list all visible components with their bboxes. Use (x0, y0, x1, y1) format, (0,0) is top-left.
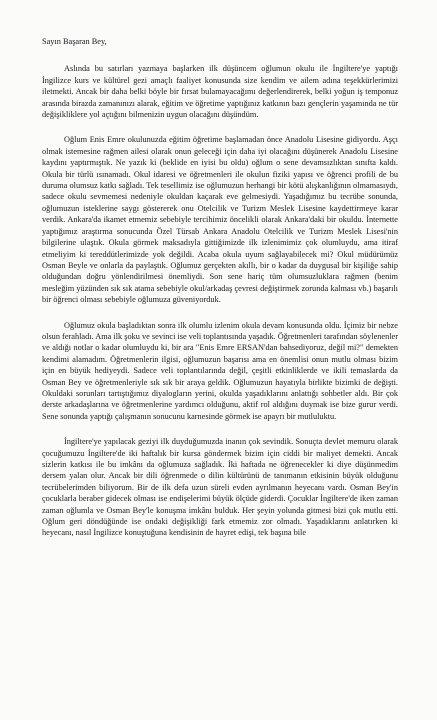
paragraph-4: İngiltere'ye yapılacak geziyi ilk duyduğumuzda inanın çok sevindik. Sonuçta devlet memuru olarak çocuğumuzu İngiltere'de iki haftalık bir kursa göndermek bizim için ciddi bir maliyet demekti. Ancak sizlerin katkısı ile bu imkânı da oğlumuza sağladık. İki haftada ne öğrenecekler ki diye düşünmedim dersem yalan olur. Ancak bir dili öğrenmede o dilin kültürünü de tanımanın etkisinin büyük olduğunu tecrübelerimden biliyorum. Bir de ilk defa uzun süreli evden ayrılmanın heyecanı vardı. Osman Bey'in çocuklarla beraber gidecek olması ise endişelerimi büyük ölçüde giderdi. Çocuklar İngiltere'de iken zaman zaman oğlumla ve Osman Bey'le konuşma imkânı bulduk. Her şeyin yolunda gitmesi bizi çok mutlu etti. Oğlum geri döndüğünde ise ondaki değişikliği fark etmemiz zor olmadı. Yaşadıklarını anlatırken ki heyecanı, nasıl İngilizce konuştuğuna kendisinin de hayret edişi, tek başına bile (42, 437, 398, 538)
letter-body (42, 36, 398, 553)
paragraph-3: Oğlumuz okula başladıktan sonra ilk olumlu izlenim okula devam konusunda oldu. İçimiz bir nebze olsun ferahladı. Ama ilk şoku ve sevinci ise veli toplantısında yaşadık. Öğretmenleri tarafından söylenenler ve aldığı notlar o kadar olumluydu ki, bir ara "Enis Emre ERSAN'dan bahsediyoruz, değil mi?" demekten kendimi alamadım. Öğretmenlerin ilgisi, oğlumuzun başarısı ama en önemlisi onun mutlu olması bizim için en büyük hediyeydi. Sadece veli toplantılarında değil, çeşitli etkinliklerde ve ikili temaslarda da Osman Bey ve öğretmenleriyle sık sık bir araya geldik. Oğlumuzun hayatıyla birlikte bizimki de değişti. Okuldaki sorunları tartıştığımız diyalogların yerini, okulda yaşadıklarını anlattığı sohbetler aldı. Bir çok derste arkadaşlarına ve öğretmenlerine yardımcı olduğunu, aktif rol aldığını duymak ise bize gurur verdi. Sene sonunda yaptığı çalışmanın sonucunu karnesinde görmek ise apayrı bir mutluluktu. (42, 320, 398, 421)
paragraph-1: Aslında bu satırları yazmaya başlarken ilk düşüncem oğlumun okulu ile İngiltere'ye yaptığı İngilizce kurs ve kültürel gezi amaçlı faaliyet konusunda size kendim ve ailem adına teşekkürlerimizi iletmekti. Ancak bir daha belki böyle bir fırsat bulamayacağımı değerlendirerek, belki yoğun iş temponuz arasında birazda zamanınızı alarak, eğitim ve öğretime yaptığınız katkının bazı gençlerin yaşamında ne tür değişikliklere yol açtığını bilmenizin uygun olacağını düşündüm. (42, 64, 398, 120)
paragraph-2: Oğlum Enis Emre okulunuzda eğitim öğretime başlamadan önce Anadolu Lisesine gidiyordu. Aşçı olmak istemesine rağmen ailesi olarak onun geleceği için daha iyi olacağını düşünerek Anadolu Lisesine kaydını yaptırmıştık. Ne yazık ki (beklide en iyisi bu oldu) oğlum o sene devamsızlıktan sınıfta kaldı. Okula bir türlü ısınamadı. Okul idaresi ve öğretmenleri ile okulun fiziki yapısı ve öğrenci profili de bu duruma olumsuz katkı sağladı. Tek tesellimiz ise oğlumuzun herhangi bir kötü alışkanlığının olmamasıydı, sadece okulu sevmemesi nedeniyle okuldan kaçarak eve gelmesiydi. Yaşadığımız bu tecrübe sonunda, oğlumuzun isteklerine saygı göstererek onu Otelcilik ve Turizm Meslek Lisesine kaydettirmeye karar verdik. Ankara'da ikamet etmemiz sebebiyle tercihimiz öncelikli olarak Ankara'daki bir okuldu. İnternette yaptığımız araştırma sonucunda Özel Türsab Ankara Anadolu Otelcilik ve Turizm Meslek Lisesi'nin bilgilerine ulaştık. Okula görmek maksadıyla gittiğimizde ilk izlenimimiz çok olumluydu, ama itiraf etmeliyim ki tereddütlerimizde yok değildi. Acaba okula uyum sağlayabilecek mi? Okul müdürümüz Osman Beyle ve onlarla da paylaştık. Oğlumuz gerçekten akıllı, bir o kadar da duygusal bir kişiliğe sahip olduğundan doğru yönlendirilmesi önemliydi. Son sene hariç tüm olumsuzluklara rağmen (benim mesleğim yüzünden sık sık atama sebebiyle okul/arkadaş çevresi değiştirmek zorunda kalması vb.) başarılı bir öğrenci olması sebebiyle oğlumuza güveniyorduk. (42, 135, 398, 305)
salutation: Sayın Başaran Bey, (42, 37, 107, 46)
